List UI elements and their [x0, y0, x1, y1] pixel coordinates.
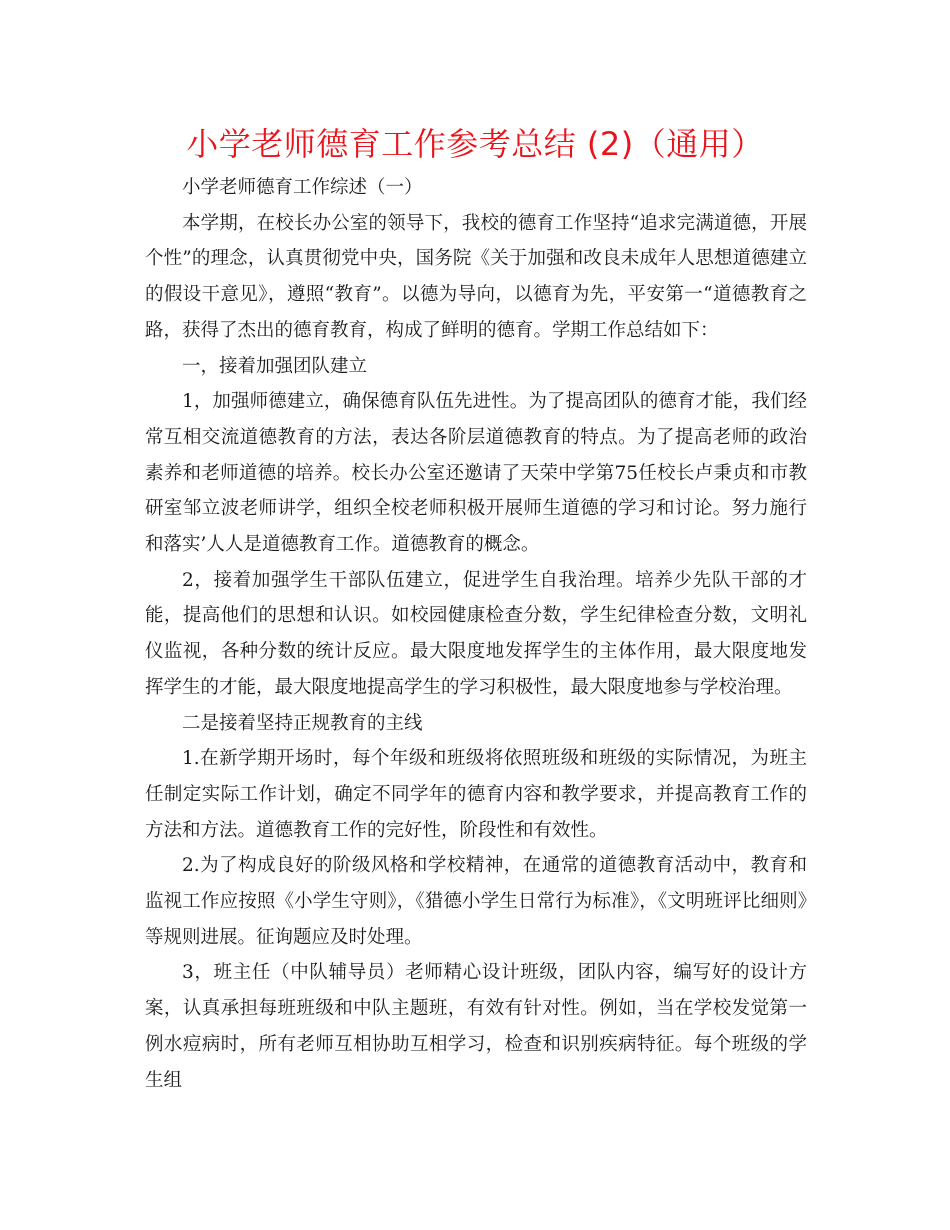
paragraph-2-3: 3，班主任（中队辅导员）老师精心设计班级，团队内容，编写好的设计方案，认真承担每班班级和中队主题班，有效有针对性。例如，当在学校发觉第一例水痘病时，所有老师互相协助互相学习，检查和识别疾病特征。每个班级的学生组 [145, 962, 807, 1091]
paragraph-2-1: 1.在新学期开场时，每个年级和班级将依照班级和班级的实际情况，为班主任制定实际工作计划，确定不同学年的德育内容和教学要求，并提高教育工作的方法和方法。道德教育工作的完好性，阶段性和有效性。 [145, 748, 807, 841]
section-subtitle: 小学老师德育工作综述（一） [182, 177, 423, 198]
section-heading-1: 一，接着加强团队建立 [182, 355, 368, 377]
document-title: 小学老师德育工作参考总结 (2)（通用） [186, 125, 764, 163]
paragraph-1-2: 2，接着加强学生干部队伍建立，促进学生自我治理。培养少先队干部的才能，提高他们的思想和认识。如校园健康检查分数，学生纪律检查分数，文明礼仪监视，各种分数的统计反应。最大限度地发挥学生的主体作用，最大限度地发挥学生的才能，最大限度地提高学生的学习积极性，最大限度地参与学校治理。 [145, 569, 807, 698]
paragraph-2-2: 2.为了构成良好的阶级风格和学校精神，在通常的道德教育活动中，教育和监视工作应按照《小学生守则》，《猎德小学生日常行为标准》，《文明班评比细则》等规则进展。征询题应及时处理。 [145, 855, 807, 948]
paragraph-1-1: 1，加强师德建立，确保德育队伍先进性。为了提高团队的德育才能，我们经常互相交流道德教育的方法，表达各阶层道德教育的特点。为了提高老师的政治素养和老师道德的培养。校长办公室还邀请了天荣中学第75任校长卢秉贞和市教研室邹立波老师讲学，组织全校老师积极开展师生道德的学习和讨论。努力施行和落实’人人是道德教育工作。道德教育的概念。 [145, 391, 807, 556]
section-heading-2: 二是接着坚持正规教育的主线 [182, 712, 423, 734]
intro-paragraph: 本学期，在校长办公室的领导下，我校的德育工作坚持“追求完满道德，开展个性”的理念，认真贯彻党中央，国务院《关于加强和改良未成年人思想道德建立的假设干意见》，遵照“教育”。以德为导向，以德育为先，平安第一“道德教育之路，获得了杰出的德育教育，构成了鲜明的德育。学期工作总结如下： [145, 212, 807, 341]
document-body [145, 170, 807, 1098]
